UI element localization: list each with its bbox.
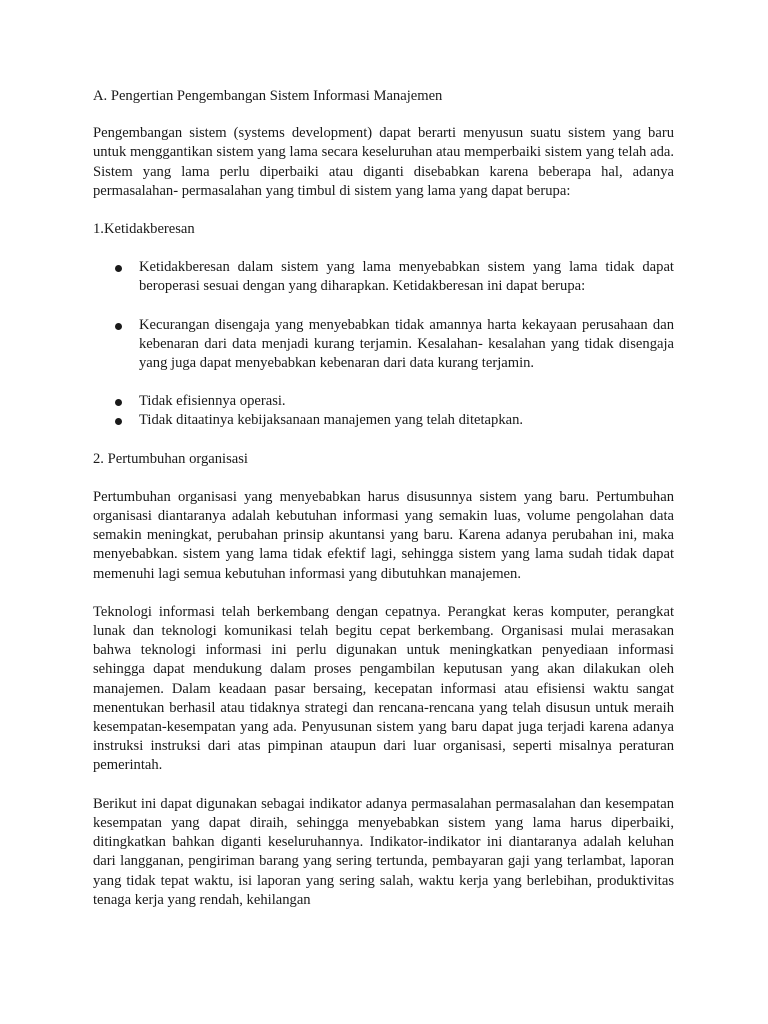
list-item: [93, 411, 674, 430]
section-title: A. Pengertian Pengembangan Sistem Informasi Manajemen: [93, 88, 443, 104]
point2-title: 2. Pertumbuhan organisasi: [93, 450, 248, 467]
bullet-icon: [115, 399, 122, 406]
growth-paragraph: Pertumbuhan organisasi yang menyebabkan harus disusunnya sistem yang baru. Pertumbuhan organisasi diantaranya adalah kebutuhan informasi yang semakin luas, volume pengolahan data semakin meningkat, perubahan prinsip akuntansi yang baru. Karena adanya perubahan ini, maka menyebabkan. sistem yang lama tidak efektif lagi, sehingga sistem yang lama sudah tidak dapat memenuhi lagi semua kebutuhan informasi yang dibutuhkan manajemen.: [93, 488, 674, 582]
bullet-icon: [115, 265, 122, 272]
technology-paragraph: Teknologi informasi telah berkembang dengan cepatnya. Perangkat keras komputer, perangkat lunak dan teknologi komunikasi telah begitu cepat berkembang. Organisasi mulai merasakan bahwa teknologi informasi ini perlu digunakan untuk meningkatkan penyediaan informasi sehingga dapat mendukung dalam proses pengambilan keputusan yang akan dilakukan oleh manajemen. Dalam keadaan pasar bersaing, kecepatan informasi atau efisiensi waktu sangat menentukan berhasil atau tidaknya strategi dan rencana-rencana yang telah disusun untuk meraih kesempatan-kesempatan yang ada. Penyusunan sistem yang baru dapat juga terjadi karena adanya instruksi instruksi dari atas pimpinan ataupun dari luar organisasi, seperti misalnya peraturan pemerintah.: [93, 603, 674, 774]
point1-title: 1.Ketidakberesan: [93, 221, 195, 238]
list-item-text: Tidak ditaatinya kebijaksanaan manajemen yang telah ditetapkan.: [139, 412, 524, 429]
list-item: [93, 392, 674, 411]
list-item-text: Kecurangan disengaja yang menyebabkan tidak amannya harta kekayaan perusahaan dan kebenaran dari data menjadi kurang terjamin. Kesalahan- kesalahan yang tidak disengaja yang juga dapat menyebabkan kebenaran dari data kurang terjamin.: [139, 316, 674, 372]
intro-paragraph: Pengembangan sistem (systems development) dapat berarti menyusun suatu sistem yang baru untuk menggantikan sistem yang lama secara keseluruhan atau memperbaiki sistem yang telah ada. Sistem yang lama perlu diperbaiki atau diganti disebabkan karena beberapa hal, adanya permasalahan- permasalahan yang timbul di sistem yang lama yang dapat berupa:: [93, 125, 674, 199]
bullet-icon: [115, 323, 122, 330]
list-item: [93, 316, 674, 374]
list-item-text: Tidak efisiennya operasi.: [139, 393, 286, 410]
bullet-icon: [115, 418, 122, 425]
point1-bullet-list: [93, 258, 674, 430]
list-item: [93, 258, 674, 296]
indicator-paragraph: Berikut ini dapat digunakan sebagai indikator adanya permasalahan permasalahan dan kesempatan kesempatan yang dapat diraih, sehingga menyebabkan sistem yang lama harus diperbaiki, ditingkatkan bahkan diganti keseluruhannya. Indikator-indikator ini diantaranya adalah keluhan dari langganan, pengiriman barang yang sering tertunda, pembayaran gaji yang terlambat, laporan yang tidak tepat waktu, isi laporan yang sering salah, waktu kerja yang berlebihan, produktivitas tenaga kerja yang rendah, kehilangan: [93, 795, 674, 908]
list-item-text: Ketidakberesan dalam sistem yang lama menyebabkan sistem yang lama tidak dapat beroperasi sesuai dengan yang diharapkan. Ketidakberesan ini dapat berupa:: [139, 259, 674, 295]
document-page: [93, 87, 674, 929]
